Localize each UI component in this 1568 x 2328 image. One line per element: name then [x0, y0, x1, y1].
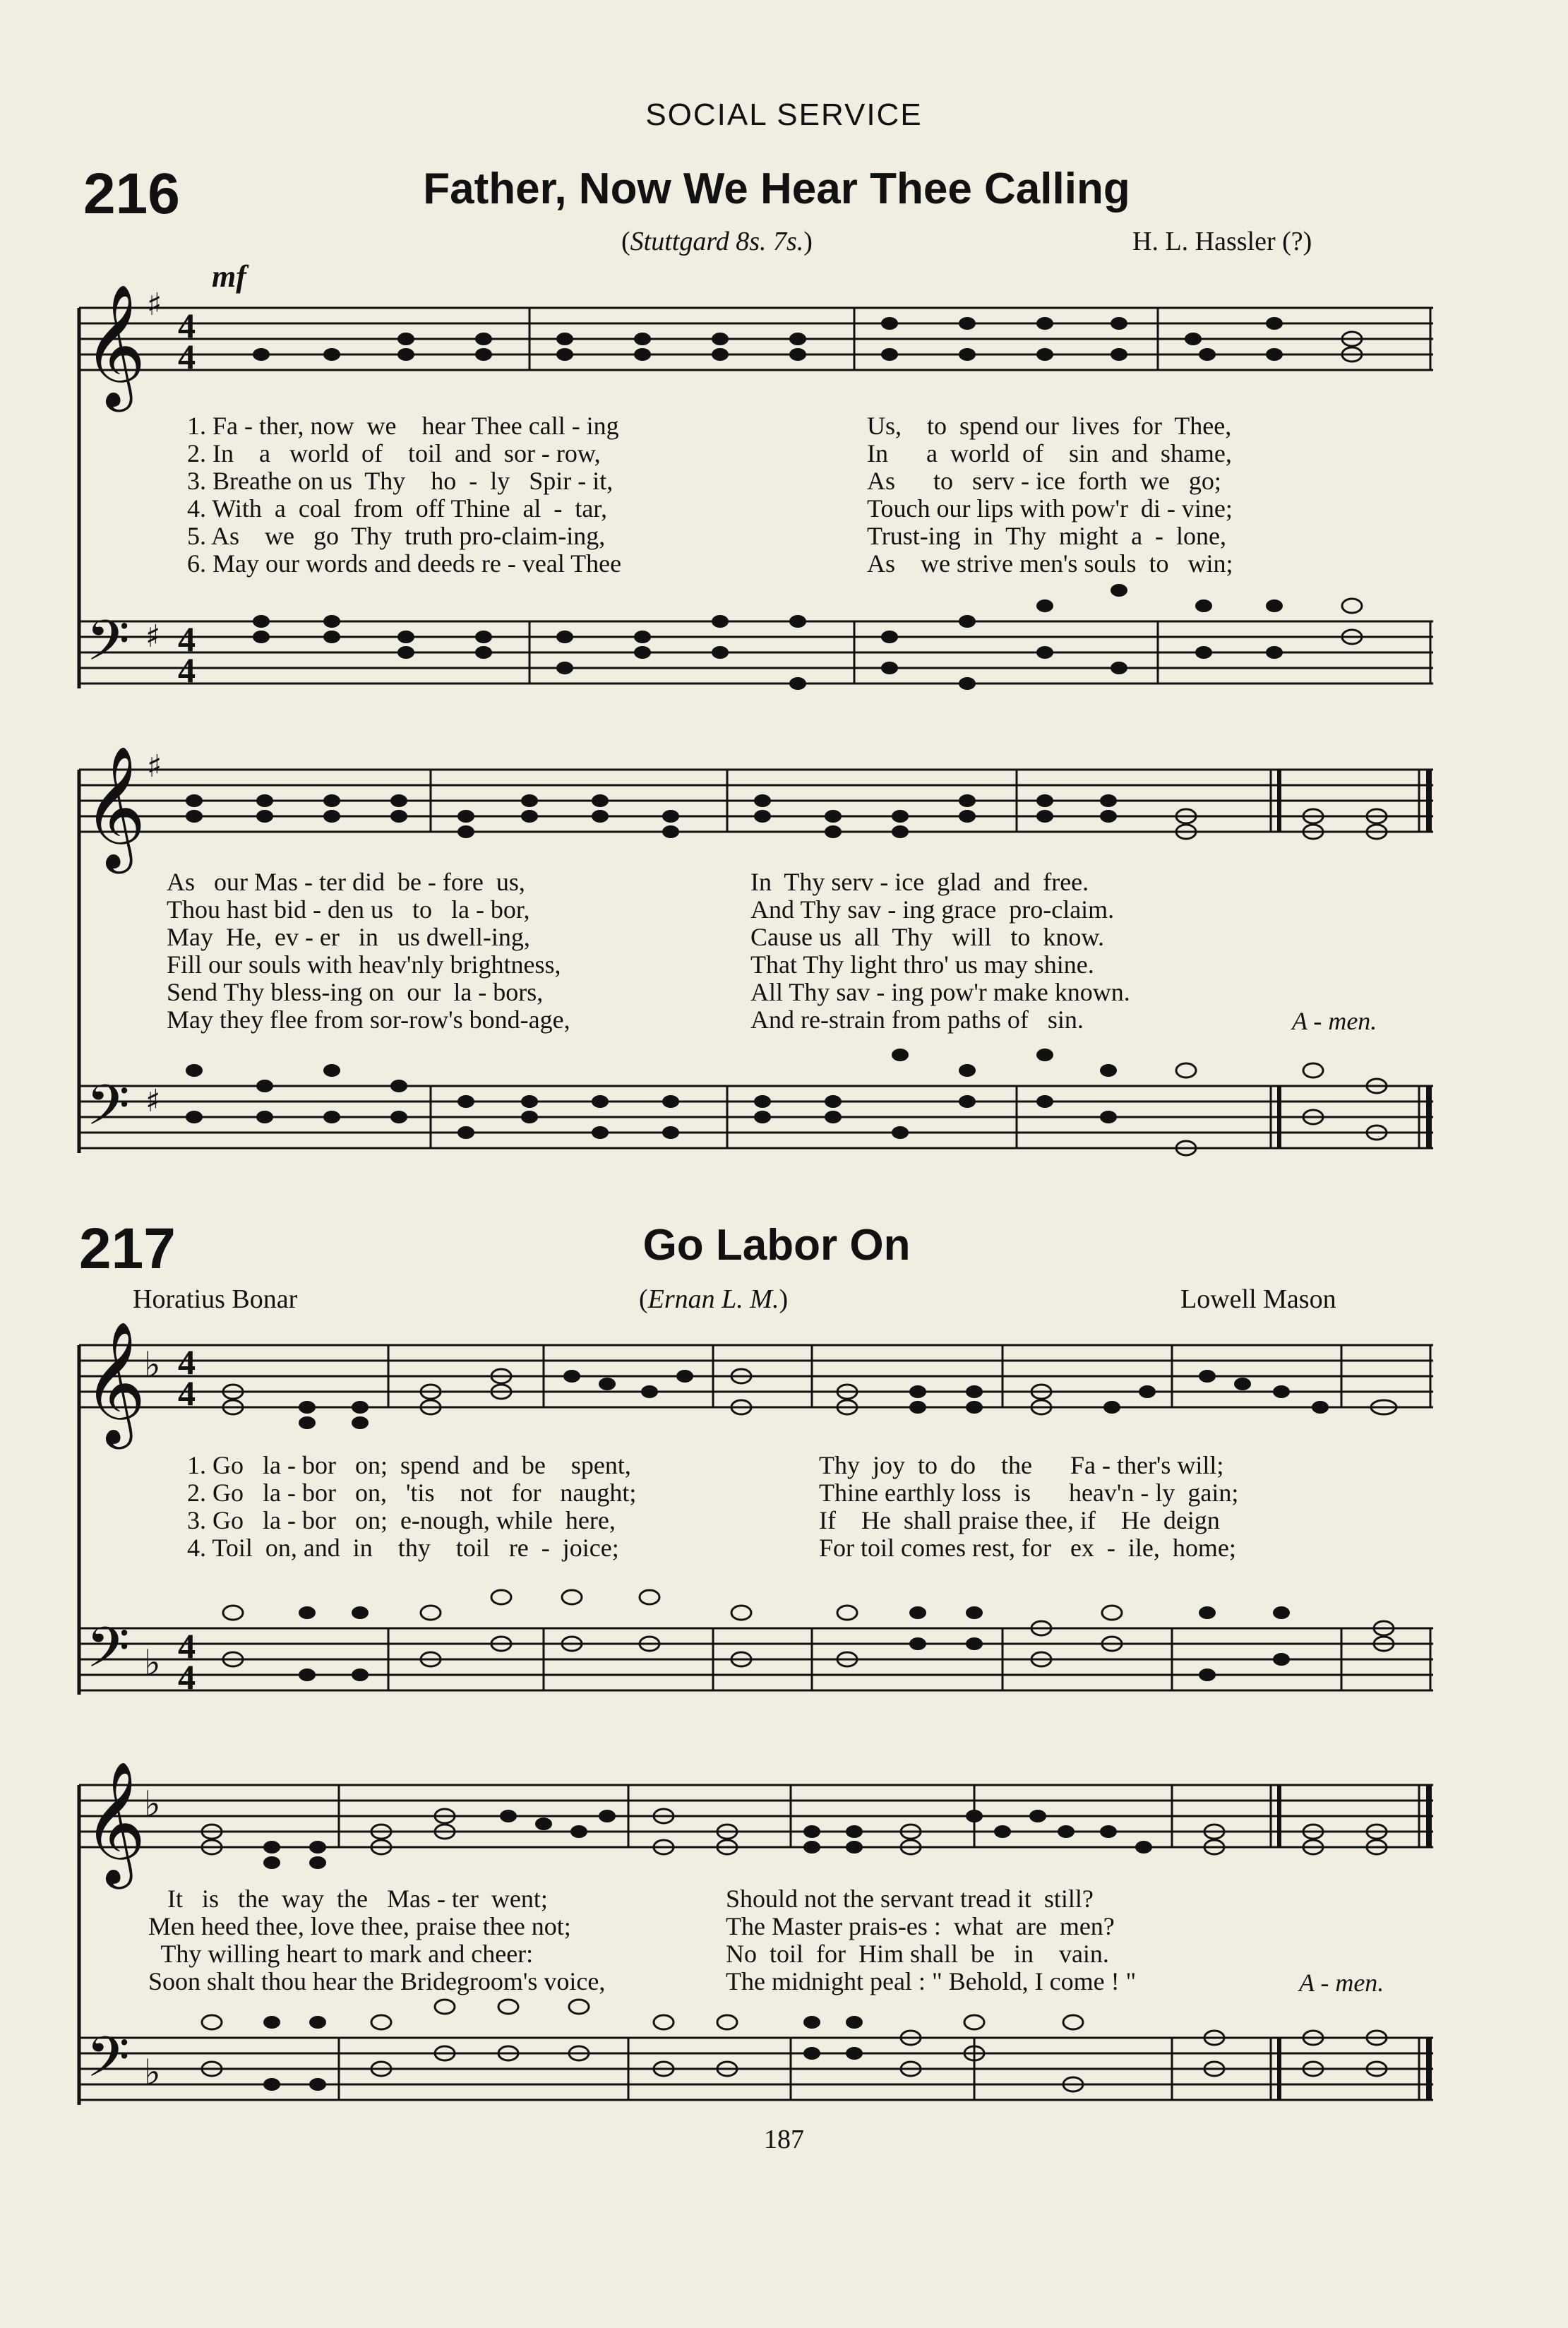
verse-block-217-1a — [187, 1452, 636, 1562]
bass-clef-icon: 𝄢 — [86, 1073, 130, 1152]
time-signature: 4 — [178, 1373, 196, 1413]
verse-line: It is the way the Mas - ter went; — [148, 1885, 548, 1913]
staff-217-2-bass — [79, 2038, 1433, 2100]
section-heading: SOCIAL SERVICE — [645, 97, 923, 132]
verse-line: May they flee from sor-row's bond-age, — [167, 1005, 570, 1034]
verse-line: As we strive men's souls to win; — [867, 549, 1233, 578]
amen-217: A - men. — [1299, 1969, 1384, 1997]
verse-block-217-2a — [148, 1885, 605, 1995]
verse-line: 4. With a coal from off Thine al - tar, — [187, 494, 607, 523]
verse-line: 5. As we go Thy truth pro-claim-ing, — [187, 522, 606, 550]
verse-line: As our Mas - ter did be - fore us, — [167, 868, 525, 896]
verse-line: In Thy serv - ice glad and free. — [750, 868, 1089, 896]
verse-block-216-2a — [167, 868, 570, 1034]
sharp-icon: ♯ — [145, 1083, 161, 1119]
verse-line: Should not the servant tread it still? — [726, 1885, 1094, 1913]
verse-line: Thy willing heart to mark and cheer: — [148, 1940, 534, 1968]
hymn-title-217: Go Labor On — [642, 1221, 911, 1270]
verse-line: Thou hast bid - den us to la - bor, — [167, 895, 530, 924]
amen-216: A - men. — [1292, 1007, 1377, 1035]
verse-line: That Thy light thro' us may shine. — [750, 950, 1094, 979]
flat-icon: ♭ — [144, 2052, 161, 2093]
time-signature: 4 — [178, 1342, 196, 1382]
staff-216-1-treble — [79, 308, 1433, 370]
verse-line: 1. Fa - ther, now we hear Thee call - ing — [187, 412, 619, 440]
hymn-number-217: 217 — [79, 1217, 176, 1281]
page-number: 187 — [764, 2125, 804, 2154]
verse-line: 2. In a world of toil and sor - row, — [187, 439, 601, 467]
dynamic-marking: mf — [212, 259, 246, 294]
verse-block-216-1a — [187, 412, 621, 578]
treble-clef-icon: 𝄞 — [83, 1761, 146, 1884]
time-signature: 4 — [178, 650, 196, 690]
verse-line: The Master prais-es : what are men? — [726, 1912, 1115, 1940]
hymn-title-216: Father, Now We Hear Thee Calling — [423, 165, 1130, 213]
treble-clef-icon: 𝄞 — [83, 284, 146, 407]
verse-line: 2. Go la - bor on, 'tis not for naught; — [187, 1479, 637, 1507]
bass-clef-icon: 𝄢 — [86, 2024, 130, 2103]
verse-block-217-1b — [819, 1452, 1238, 1562]
tune-name-217: (Ernan L. M.) — [639, 1284, 789, 1314]
verse-line: For toil comes rest, for ex - ile, home; — [819, 1534, 1236, 1562]
verse-line: Soon shalt thou hear the Bridegroom's voice, — [148, 1967, 606, 1995]
verse-line: And re-strain from paths of sin. — [750, 1005, 1084, 1034]
verse-line: 1. Go la - bor on; spend and be spent, — [187, 1451, 631, 1479]
verse-line: As to serv - ice forth we go; — [867, 467, 1221, 495]
verse-line: 3. Breathe on us Thy ho - ly Spir - it, — [187, 467, 614, 495]
staff-217-1-treble — [79, 1345, 1433, 1407]
verse-line: May He, ev - er in us dwell-ing, — [167, 923, 530, 951]
author-217: Horatius Bonar — [133, 1284, 298, 1314]
sharp-icon: ♯ — [147, 287, 162, 323]
verse-line: 6. May our words and deeds re - veal Thee — [187, 549, 622, 578]
verse-line: All Thy sav - ing pow'r make known. — [750, 978, 1130, 1006]
sharp-icon: ♯ — [145, 619, 161, 655]
hymn-number-216: 216 — [83, 162, 180, 226]
staff-216-1-bass — [79, 621, 1433, 684]
tune-name-216: (Stuttgard 8s. 7s.) — [621, 227, 813, 256]
verse-line: If He shall praise thee, if He deign — [819, 1506, 1220, 1534]
verse-block-216-2b — [750, 868, 1130, 1034]
verse-line: In a world of sin and shame, — [867, 439, 1232, 467]
time-signature: 4 — [178, 1626, 196, 1666]
verse-line: Men heed thee, love thee, praise thee not; — [148, 1912, 571, 1940]
verse-line: Fill our souls with heav'nly brightness, — [167, 950, 561, 979]
verse-line: No toil for Him shall be in vain. — [726, 1940, 1109, 1968]
composer-217: Lowell Mason — [1180, 1284, 1336, 1314]
flat-icon: ♭ — [144, 1642, 161, 1683]
verse-line: 3. Go la - bor on; e-nough, while here, — [187, 1506, 616, 1534]
verse-line: 4. Toil on, and in thy toil re - joice; — [187, 1534, 619, 1562]
composer-216: H. L. Hassler (?) — [1132, 227, 1312, 256]
verse-line: Us, to spend our lives for Thee, — [867, 412, 1232, 440]
flat-icon: ♭ — [144, 1784, 161, 1825]
verse-line: Thy joy to do the Fa - ther's will; — [819, 1451, 1224, 1479]
sharp-icon: ♯ — [147, 748, 162, 784]
verse-line: Thine earthly loss is heav'n - ly gain; — [819, 1479, 1239, 1507]
time-signature: 4 — [178, 306, 196, 345]
staff-217-2-treble — [79, 1785, 1433, 1847]
verse-line: And Thy sav - ing grace pro-claim. — [750, 895, 1115, 924]
treble-clef-icon: 𝄞 — [83, 1321, 146, 1444]
staff-217-1-bass — [79, 1628, 1433, 1690]
verse-block-217-2b — [726, 1885, 1136, 1995]
flat-icon: ♭ — [144, 1344, 161, 1385]
verse-block-216-1b — [867, 412, 1233, 578]
time-signature: 4 — [178, 1657, 196, 1697]
verse-line: The midnight peal : " Behold, I come ! " — [726, 1967, 1137, 1995]
treble-clef-icon: 𝄞 — [83, 746, 146, 868]
verse-line: Touch our lips with pow'r di - vine; — [867, 494, 1233, 523]
bass-clef-icon: 𝄢 — [86, 1615, 130, 1694]
verse-line: Cause us all Thy will to know. — [750, 923, 1104, 951]
time-signature: 4 — [178, 337, 196, 376]
verse-line: Trust-ing in Thy might a - lone, — [867, 522, 1227, 550]
time-signature: 4 — [178, 619, 196, 659]
bass-clef-icon: 𝄢 — [86, 608, 130, 687]
verse-line: Send Thy bless-ing on our la - bors, — [167, 978, 544, 1006]
